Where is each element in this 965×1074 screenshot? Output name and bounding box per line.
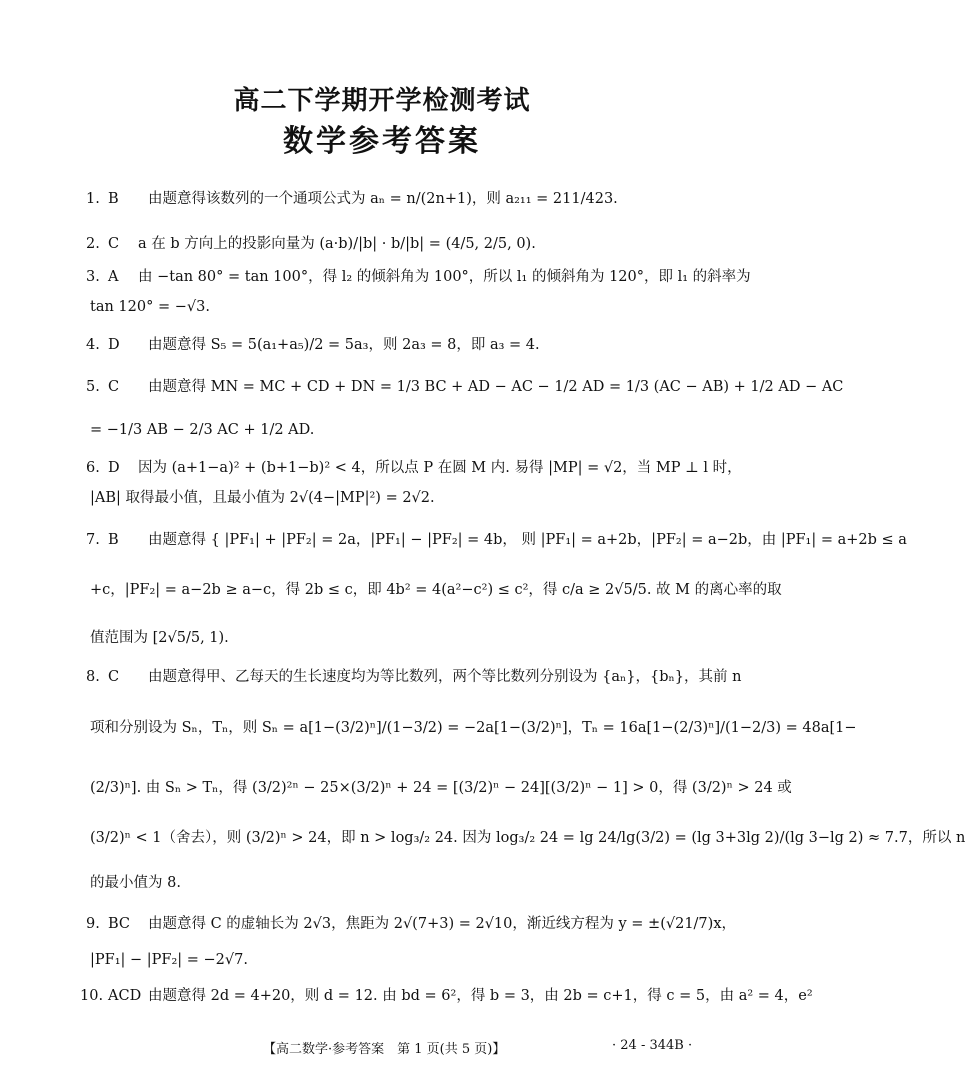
question-5	[0, 377, 844, 397]
solution-text: (3/2)ⁿ < 1（舍去），则 (3/2)ⁿ > 24，即 n > log₃/₂ 24. 因为 log₃/₂ 24 = lg 24/lg(3/2) = (lg 3+3lg 2)/(lg 3−lg 2) ≈ 7.7，所以 n	[90, 830, 965, 846]
question-9	[0, 914, 764, 934]
solution-text: 项和分别设为 Sₙ，Tₙ，则 Sₙ = a[1−(3/2)ⁿ]/(1−3/2) = −2a[1−(3/2)ⁿ]，Tₙ = 16a[1−(2/3)ⁿ]/(1−2/3) = 48a[1−	[90, 720, 857, 736]
solution-text: 由题意得 C 的虚轴长为 2√3，焦距为 2√(7+3) = 2√10，渐近线方程为 y = ±(√21/7)x，	[148, 916, 736, 932]
solution-text: 由 −tan 80° = tan 100°，得 l₂ 的倾斜角为 100°，所以 l₁ 的倾斜角为 120°，即 l₁ 的斜率为	[138, 269, 751, 285]
page-footer	[0, 1038, 764, 1058]
answer-letter: B	[108, 191, 119, 207]
answer-letter: C	[108, 379, 120, 395]
question-number: 3.	[86, 269, 100, 285]
question-8-continued	[0, 873, 764, 893]
question-7	[0, 530, 907, 550]
footer-page-info: 【高二数学·参考答案 第 1 页(共 5 页)】	[263, 1042, 506, 1057]
question-number: 7.	[86, 532, 100, 548]
question-number: 10.	[80, 988, 104, 1004]
solution-text: 由题意得 2d = 4+20，则 d = 12. 由 bd = 6²，得 b = 3，由 2b = c+1，得 c = 5，由 a² = 4，e²	[148, 988, 813, 1004]
question-number: 5.	[86, 379, 100, 395]
question-7-continued	[0, 628, 764, 648]
question-number: 4.	[86, 337, 100, 353]
question-8	[0, 667, 764, 687]
question-2	[0, 234, 764, 254]
document-title: 高二下学期开学检测考试	[233, 86, 531, 116]
answer-letter: ACD	[108, 988, 142, 1004]
question-10	[0, 986, 813, 1006]
question-9-continued	[0, 950, 764, 970]
solution-text: 由题意得 S₅ = 5(a₁+a₅)/2 = 5a₃，则 2a₃ = 8，即 a₃ = 4.	[148, 337, 540, 353]
question-6	[0, 458, 764, 478]
answer-letter: B	[108, 532, 119, 548]
solution-text: 由题意得该数列的一个通项公式为 aₙ = n/(2n+1)，则 a₂₁₁ = 211/423.	[148, 191, 618, 207]
answer-letter: C	[108, 669, 120, 685]
question-3	[0, 267, 764, 287]
answer-letter: C	[108, 236, 120, 252]
question-3-continued	[0, 297, 764, 317]
solution-text: 由题意得甲、乙每天的生长速度均为等比数列，两个等比数列分别设为 {aₙ}，{bₙ}，其前 n	[148, 669, 742, 685]
solution-text: |AB| 取得最小值，且最小值为 2√(4−|MP|²) = 2√2.	[90, 490, 435, 506]
question-number: 8.	[86, 669, 100, 685]
document-subtitle: 数学参考答案	[283, 124, 481, 159]
solution-text: 因为 (a+1−a)² + (b+1−b)² < 4，所以点 P 在圆 M 内. 易得 |MP| = √2，当 MP ⊥ l 时，	[138, 460, 742, 476]
solution-text: a 在 b 方向上的投影向量为 (a·b)/|b| · b/|b| = (4/5, 2/5, 0).	[138, 236, 536, 252]
answer-letter: A	[108, 269, 119, 285]
answer-letter: D	[108, 337, 120, 353]
question-number: 2.	[86, 236, 100, 252]
question-5-continued	[0, 420, 764, 440]
solution-text: |PF₁| − |PF₂| = −2√7.	[90, 952, 248, 968]
question-8-continued	[0, 828, 965, 848]
solution-text: 值范围为 [2√5/5, 1).	[90, 630, 229, 646]
question-4	[0, 335, 764, 355]
question-6-continued	[0, 488, 764, 508]
answer-letter: D	[108, 460, 120, 476]
solution-text: = −1/3 AB − 2/3 AC + 1/2 AD.	[90, 422, 315, 438]
question-8-continued	[0, 718, 857, 738]
footer-code: · 24 - 344B ·	[612, 1038, 693, 1053]
question-7-continued	[0, 580, 782, 600]
question-8-continued	[0, 778, 792, 798]
question-1	[0, 189, 764, 209]
solution-text: tan 120° = −√3.	[90, 299, 210, 315]
answer-letter: BC	[108, 916, 131, 932]
solution-text: +c，|PF₂| = a−2b ≥ a−c，得 2b ≤ c，即 4b² = 4(a²−c²) ≤ c²，得 c/a ≥ 2√5/5. 故 M 的离心率的取	[90, 582, 782, 598]
solution-text: 由题意得 { |PF₁| + |PF₂| = 2a，|PF₁| − |PF₂| = 4b， 则 |PF₁| = a+2b，|PF₂| = a−2b，由 |PF₁| = a+2b ≤ a	[148, 532, 907, 548]
question-number: 9.	[86, 916, 100, 932]
solution-text: 的最小值为 8.	[90, 875, 181, 891]
solution-text: 由题意得 MN = MC + CD + DN = 1/3 BC + AD − AC − 1/2 AD = 1/3 (AC − AB) + 1/2 AD − AC	[148, 379, 844, 395]
question-number: 6.	[86, 460, 100, 476]
solution-text: (2/3)ⁿ]. 由 Sₙ > Tₙ，得 (3/2)²ⁿ − 25×(3/2)ⁿ + 24 = [(3/2)ⁿ − 24][(3/2)ⁿ − 1] > 0，得 (3/2)ⁿ > 24 或	[90, 780, 792, 796]
question-number: 1.	[86, 191, 100, 207]
